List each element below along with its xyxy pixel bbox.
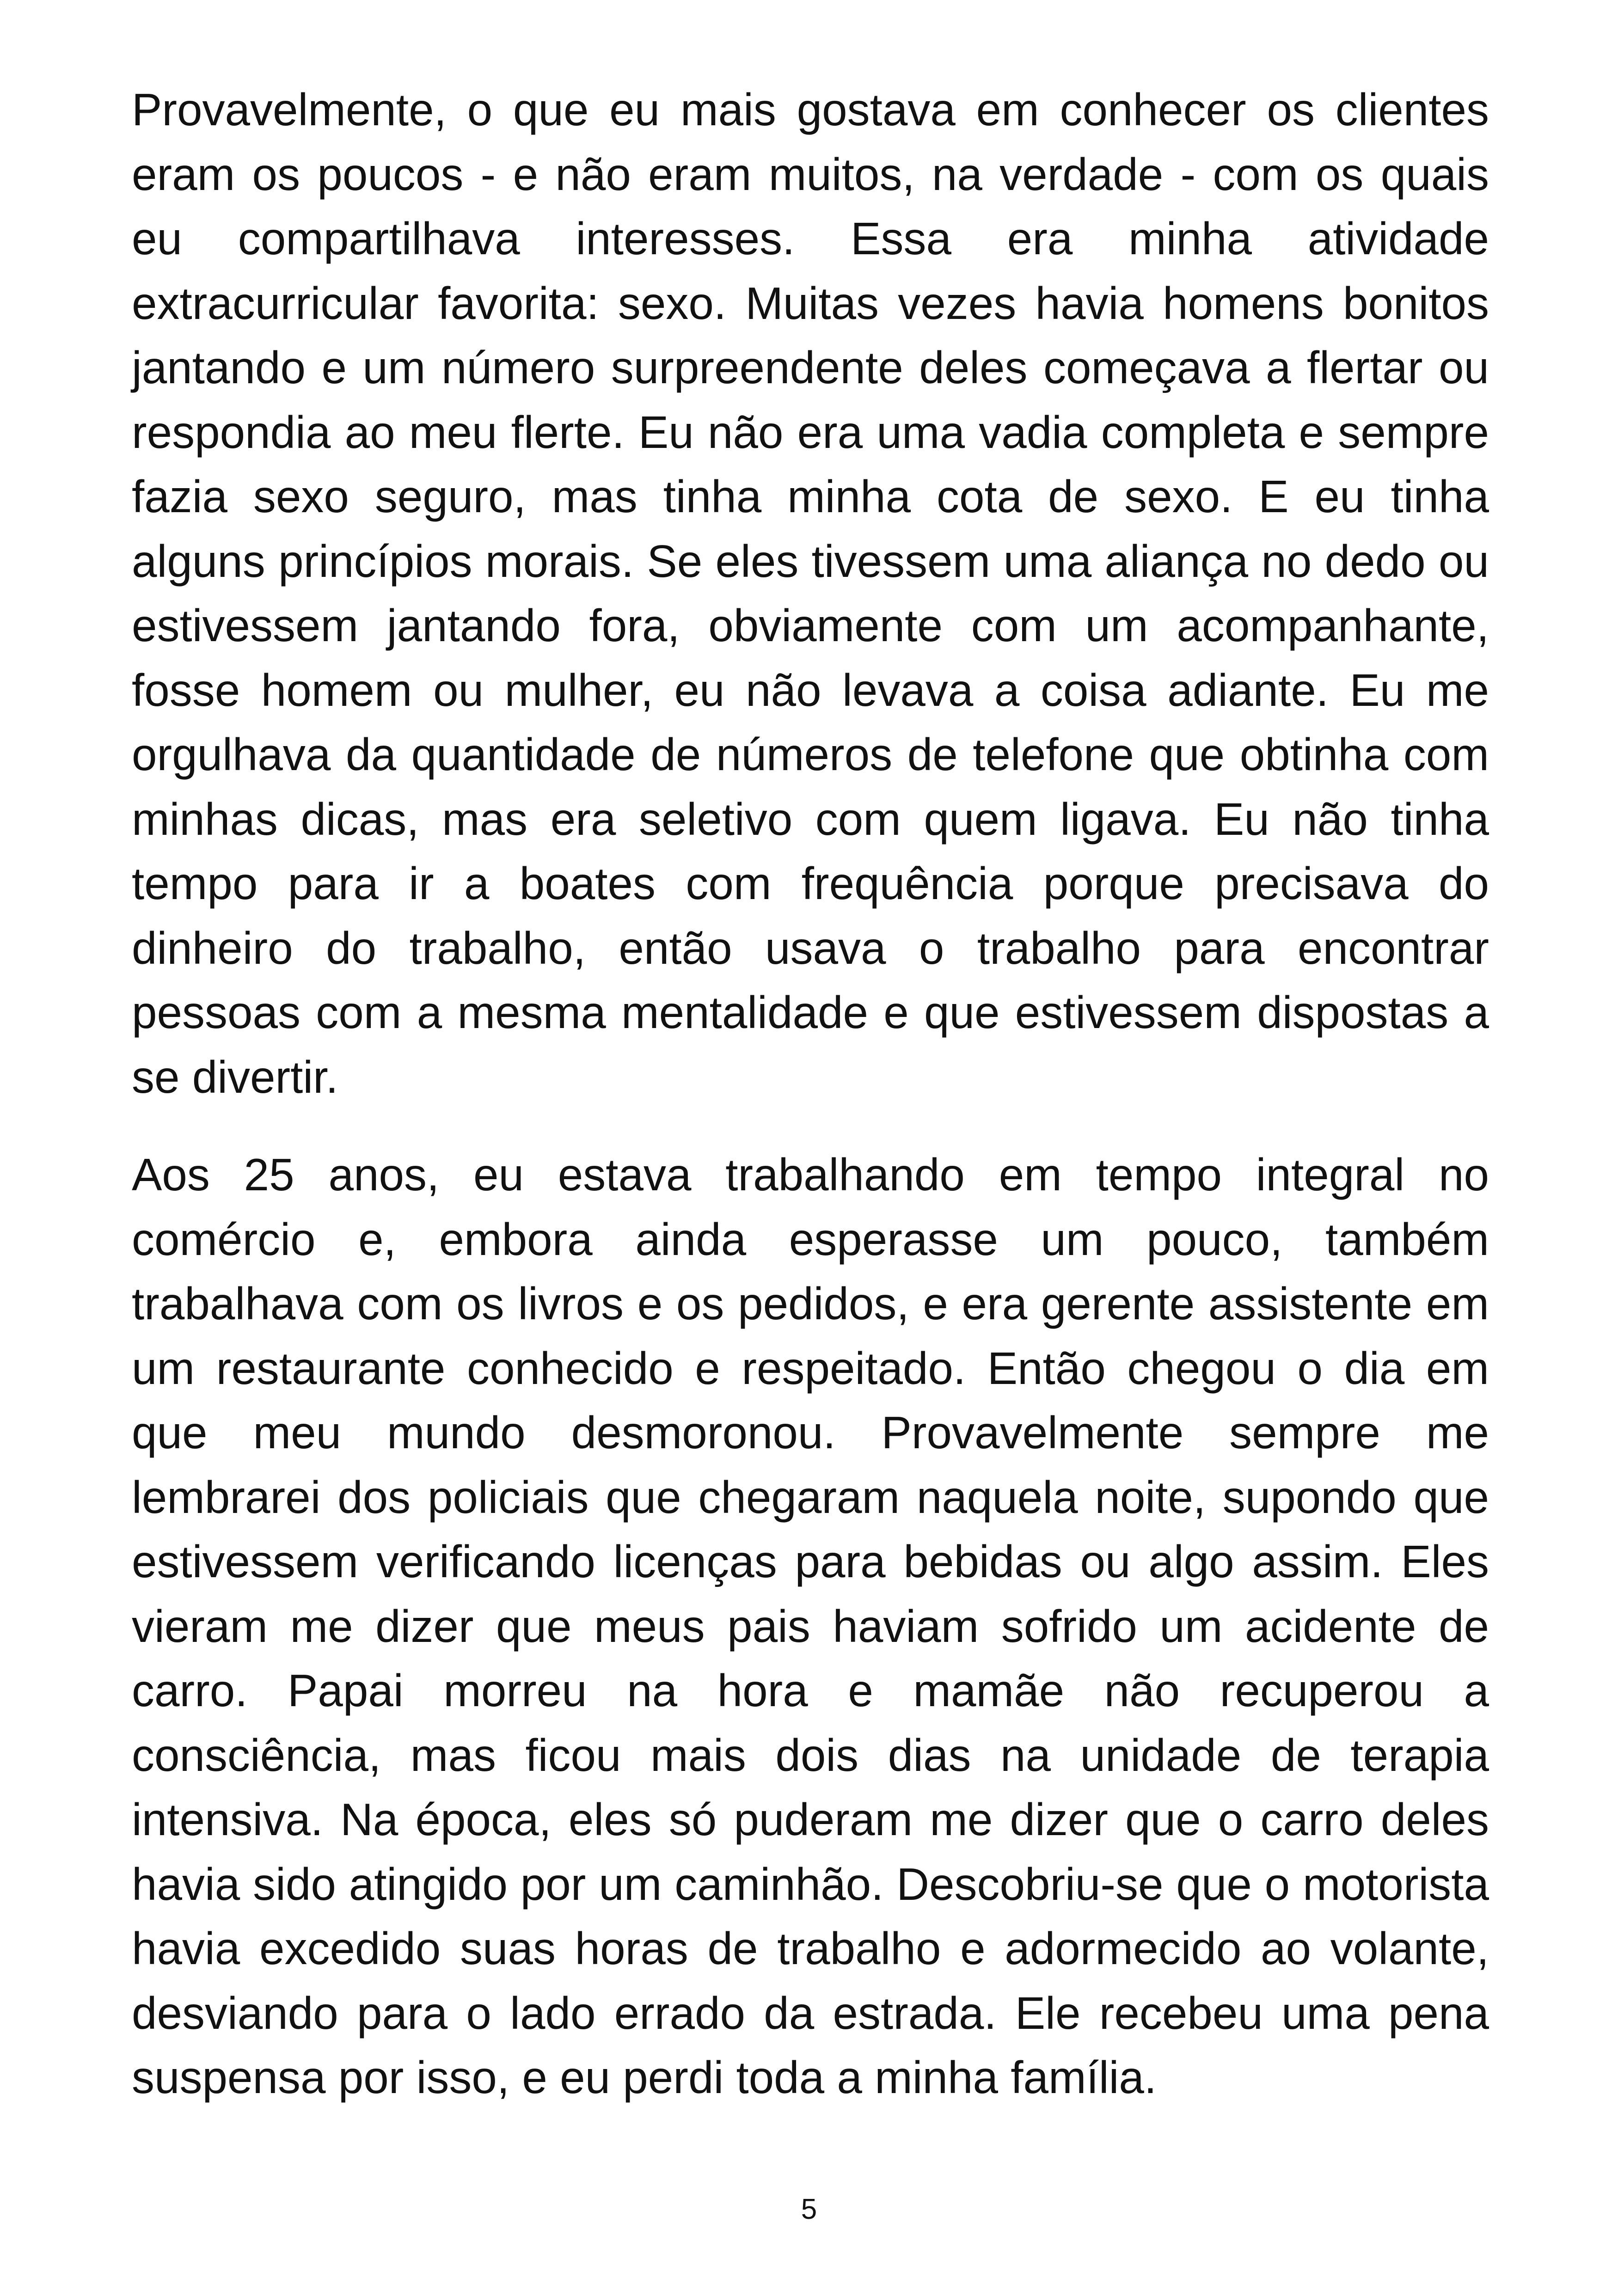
page-number: 5 xyxy=(801,2193,817,2225)
paragraph-2: Aos 25 anos, eu estava trabalhando em tempo integral no comércio e, embora ainda esperasse um pouco, também trabalhava com os livros e os pedidos, e era gerente assistente em um restaurante conhecido e respeitado. Então chegou o dia em que meu mundo desmoronou. Provavelmente sempre me lembrarei dos policiais que chegaram naquela noite, supondo que estivessem verificando licenças para bebidas ou algo assim. Eles vieram me dizer que meus pais haviam sofrido um acidente de carro. Papai morreu na hora e mamãe não recuperou a consciência, mas ficou mais dois dias na unidade de terapia intensiva. Na época, eles só puderam me dizer que o carro deles havia sido atingido por um caminhão. Descobriu-se que o motorista havia excedido suas horas de trabalho e adormecido ao volante, desviando para o lado errado da estrada. Ele recebeu uma pena suspensa por isso, e eu perdi toda a minha família. xyxy=(132,1149,1489,2103)
body-text xyxy=(132,78,1489,2110)
paragraph-1: Provavelmente, o que eu mais gostava em conhecer os clientes eram os poucos - e não eram muitos, na verdade - com os quais eu compartilhava interesses. Essa era minha atividade extracurricular favorita: sexo. Muitas vezes havia homens bonitos jantando e um número surpreendente deles começava a flertar ou respondia ao meu flerte. Eu não era uma vadia completa e sempre fazia sexo seguro, mas tinha minha cota de sexo. E eu tinha alguns princípios morais. Se eles tivessem uma aliança no dedo ou estivessem jantando fora, obviamente com um acompanhante, fosse homem ou mulher, eu não levava a coisa adiante. Eu me orgulhava da quantidade de números de telefone que obtinha com minhas dicas, mas era seletivo com quem ligava. Eu não tinha tempo para ir a boates com frequência porque precisava do dinheiro do trabalho, então usava o trabalho para encontrar pessoas com a mesma mentalidade e que estivessem dispostas a se divertir. xyxy=(132,84,1489,1102)
